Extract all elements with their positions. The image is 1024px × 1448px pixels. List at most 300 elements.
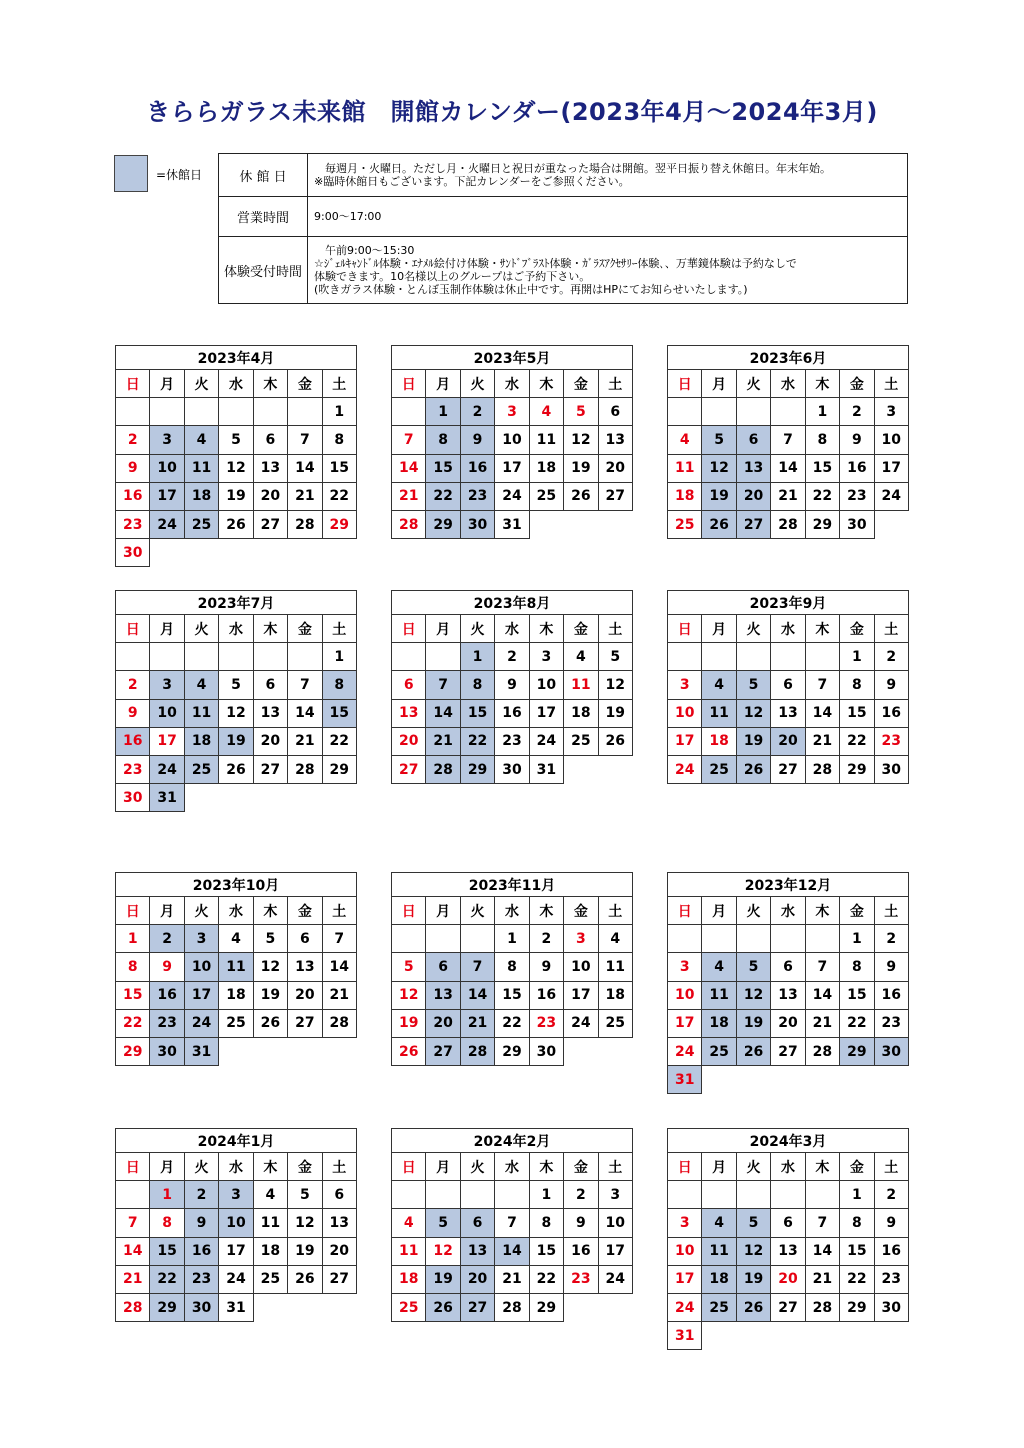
weekday-header: 土 bbox=[598, 897, 632, 925]
month-calendar bbox=[667, 590, 909, 784]
empty-space bbox=[219, 539, 253, 567]
empty-day-cell bbox=[702, 1181, 736, 1209]
empty-space bbox=[253, 539, 287, 567]
day-cell: 6 bbox=[288, 925, 322, 953]
day-cell: 24 bbox=[564, 1009, 598, 1037]
closed-day-cell: 16 bbox=[150, 981, 184, 1009]
day-cell: 9 bbox=[874, 671, 908, 699]
closed-day-cell: 1 bbox=[460, 643, 494, 671]
empty-space bbox=[219, 784, 253, 812]
day-cell: 29 bbox=[322, 510, 356, 538]
empty-space bbox=[598, 755, 632, 783]
weekday-header: 月 bbox=[702, 1153, 736, 1181]
empty-day-cell bbox=[116, 643, 150, 671]
weekday-header: 火 bbox=[460, 1153, 494, 1181]
closed-day-cell: 14 bbox=[495, 1237, 529, 1265]
day-cell: 14 bbox=[288, 454, 322, 482]
day-cell: 28 bbox=[392, 510, 426, 538]
day-cell: 21 bbox=[392, 482, 426, 510]
closed-day-cell: 7 bbox=[460, 953, 494, 981]
closed-day-cell: 4 bbox=[184, 671, 218, 699]
weekday-header: 月 bbox=[150, 1153, 184, 1181]
info-line: 9:00～17:00 bbox=[314, 210, 382, 223]
empty-space bbox=[150, 539, 184, 567]
weekday-header: 月 bbox=[426, 370, 460, 398]
closed-day-cell: 30 bbox=[150, 1037, 184, 1065]
empty-space bbox=[874, 510, 908, 538]
month-calendar bbox=[667, 345, 909, 539]
day-cell: 1 bbox=[840, 643, 874, 671]
day-cell: 13 bbox=[771, 981, 805, 1009]
closed-day-cell: 12 bbox=[702, 454, 736, 482]
day-cell: 26 bbox=[219, 755, 253, 783]
closed-day-cell: 3 bbox=[184, 925, 218, 953]
weekday-header: 水 bbox=[771, 897, 805, 925]
day-cell: 18 bbox=[219, 981, 253, 1009]
closed-day-cell: 17 bbox=[150, 482, 184, 510]
day-cell: 4 bbox=[529, 398, 563, 426]
day-cell: 25 bbox=[564, 727, 598, 755]
month-calendar bbox=[115, 590, 357, 812]
day-cell: 30 bbox=[116, 784, 150, 812]
closed-day-cell: 31 bbox=[184, 1037, 218, 1065]
empty-space bbox=[598, 1293, 632, 1321]
empty-space bbox=[564, 1293, 598, 1321]
empty-day-cell bbox=[702, 925, 736, 953]
day-cell: 20 bbox=[392, 727, 426, 755]
day-cell: 20 bbox=[288, 981, 322, 1009]
closed-day-cell: 25 bbox=[184, 755, 218, 783]
day-cell: 1 bbox=[116, 925, 150, 953]
day-cell: 12 bbox=[564, 426, 598, 454]
day-cell: 2 bbox=[874, 643, 908, 671]
closed-day-cell: 1 bbox=[150, 1181, 184, 1209]
day-cell: 4 bbox=[564, 643, 598, 671]
month-title: 2024年1月 bbox=[116, 1129, 357, 1153]
day-cell: 25 bbox=[392, 1293, 426, 1321]
closed-day-cell: 3 bbox=[150, 426, 184, 454]
closed-day-cell: 30 bbox=[184, 1293, 218, 1321]
weekday-header: 日 bbox=[116, 897, 150, 925]
closed-day-cell: 10 bbox=[184, 953, 218, 981]
closed-day-cell: 13 bbox=[736, 454, 770, 482]
month-title: 2023年4月 bbox=[116, 346, 357, 370]
empty-day-cell bbox=[736, 643, 770, 671]
day-cell: 5 bbox=[219, 426, 253, 454]
closed-day-cell: 13 bbox=[460, 1237, 494, 1265]
closed-day-cell: 11 bbox=[702, 981, 736, 1009]
day-cell: 20 bbox=[253, 727, 287, 755]
weekday-header: 木 bbox=[529, 897, 563, 925]
day-cell: 28 bbox=[288, 755, 322, 783]
day-cell: 20 bbox=[253, 482, 287, 510]
weekday-header: 火 bbox=[460, 615, 494, 643]
day-cell: 17 bbox=[668, 1009, 702, 1037]
day-cell: 19 bbox=[288, 1237, 322, 1265]
weekday-header: 木 bbox=[805, 1153, 839, 1181]
day-cell: 18 bbox=[668, 482, 702, 510]
empty-day-cell bbox=[460, 1181, 494, 1209]
empty-day-cell bbox=[253, 398, 287, 426]
empty-day-cell bbox=[150, 398, 184, 426]
closed-day-legend-label: =休館日 bbox=[156, 168, 203, 182]
day-cell: 1 bbox=[322, 398, 356, 426]
weekday-header: 金 bbox=[288, 615, 322, 643]
empty-space bbox=[702, 1066, 736, 1094]
day-cell: 1 bbox=[840, 1181, 874, 1209]
empty-day-cell bbox=[219, 643, 253, 671]
month-calendar bbox=[391, 590, 633, 784]
closed-day-cell: 31 bbox=[150, 784, 184, 812]
info-row-experience-hours bbox=[219, 237, 908, 304]
weekday-header: 日 bbox=[392, 615, 426, 643]
closed-day-cell: 17 bbox=[184, 981, 218, 1009]
month-title: 2024年2月 bbox=[392, 1129, 633, 1153]
day-cell: 12 bbox=[219, 699, 253, 727]
day-cell: 25 bbox=[668, 510, 702, 538]
empty-space bbox=[219, 1037, 253, 1065]
weekday-header: 水 bbox=[495, 1153, 529, 1181]
day-cell: 5 bbox=[598, 643, 632, 671]
day-cell: 15 bbox=[840, 1237, 874, 1265]
day-cell: 1 bbox=[529, 1181, 563, 1209]
month-calendar bbox=[115, 345, 357, 567]
day-cell: 28 bbox=[322, 1009, 356, 1037]
empty-day-cell bbox=[702, 643, 736, 671]
closed-day-cell: 4 bbox=[702, 1209, 736, 1237]
day-cell: 21 bbox=[805, 727, 839, 755]
weekday-header: 木 bbox=[253, 1153, 287, 1181]
closed-day-cell: 25 bbox=[702, 1293, 736, 1321]
closed-day-cell: 11 bbox=[219, 953, 253, 981]
weekday-header: 火 bbox=[184, 1153, 218, 1181]
weekday-header: 日 bbox=[668, 1153, 702, 1181]
weekday-header: 水 bbox=[771, 1153, 805, 1181]
weekday-header: 土 bbox=[598, 1153, 632, 1181]
day-cell: 14 bbox=[805, 981, 839, 1009]
empty-space bbox=[736, 1066, 770, 1094]
day-cell: 17 bbox=[495, 454, 529, 482]
day-cell: 22 bbox=[805, 482, 839, 510]
closed-day-cell: 15 bbox=[322, 699, 356, 727]
weekday-header: 火 bbox=[460, 370, 494, 398]
empty-day-cell bbox=[116, 398, 150, 426]
empty-space bbox=[874, 1322, 908, 1350]
day-cell: 13 bbox=[253, 699, 287, 727]
empty-space bbox=[840, 1066, 874, 1094]
empty-day-cell bbox=[771, 398, 805, 426]
weekday-header: 木 bbox=[805, 615, 839, 643]
day-cell: 24 bbox=[668, 1037, 702, 1065]
day-cell: 25 bbox=[529, 482, 563, 510]
empty-space bbox=[840, 1322, 874, 1350]
info-line: 午前9:00～15:30 bbox=[314, 244, 415, 257]
empty-space bbox=[564, 755, 598, 783]
weekday-header: 月 bbox=[702, 897, 736, 925]
weekday-header: 土 bbox=[322, 370, 356, 398]
weekday-header: 木 bbox=[529, 370, 563, 398]
day-cell: 16 bbox=[874, 1237, 908, 1265]
empty-day-cell bbox=[116, 1181, 150, 1209]
empty-day-cell bbox=[668, 1181, 702, 1209]
day-cell: 17 bbox=[668, 727, 702, 755]
day-cell: 6 bbox=[392, 671, 426, 699]
weekday-header: 月 bbox=[150, 897, 184, 925]
day-cell: 18 bbox=[564, 699, 598, 727]
day-cell: 23 bbox=[529, 1009, 563, 1037]
closed-day-cell: 26 bbox=[736, 1037, 770, 1065]
day-cell: 18 bbox=[253, 1237, 287, 1265]
day-cell: 15 bbox=[529, 1237, 563, 1265]
closed-day-cell: 31 bbox=[668, 1066, 702, 1094]
empty-space bbox=[322, 1037, 356, 1065]
day-cell: 6 bbox=[771, 671, 805, 699]
weekday-header: 木 bbox=[805, 897, 839, 925]
day-cell: 6 bbox=[771, 1209, 805, 1237]
closed-day-cell: 25 bbox=[184, 510, 218, 538]
empty-day-cell bbox=[392, 1181, 426, 1209]
empty-space bbox=[288, 784, 322, 812]
day-cell: 27 bbox=[771, 755, 805, 783]
day-cell: 10 bbox=[668, 699, 702, 727]
empty-space bbox=[874, 1066, 908, 1094]
weekday-header: 火 bbox=[184, 370, 218, 398]
day-cell: 24 bbox=[874, 482, 908, 510]
day-cell: 3 bbox=[598, 1181, 632, 1209]
info-value bbox=[308, 197, 908, 237]
day-cell: 27 bbox=[288, 1009, 322, 1037]
closed-day-cell: 26 bbox=[426, 1293, 460, 1321]
empty-space bbox=[529, 510, 563, 538]
day-cell: 8 bbox=[840, 671, 874, 699]
weekday-header: 月 bbox=[702, 370, 736, 398]
closed-day-cell: 11 bbox=[702, 699, 736, 727]
empty-day-cell bbox=[805, 643, 839, 671]
weekday-header: 火 bbox=[736, 897, 770, 925]
closed-day-cell: 12 bbox=[736, 1237, 770, 1265]
empty-day-cell bbox=[184, 643, 218, 671]
day-cell: 18 bbox=[598, 981, 632, 1009]
day-cell: 6 bbox=[253, 426, 287, 454]
day-cell: 3 bbox=[668, 953, 702, 981]
closed-day-cell: 30 bbox=[874, 1037, 908, 1065]
closed-day-cell: 19 bbox=[702, 482, 736, 510]
weekday-header: 土 bbox=[874, 370, 908, 398]
closed-day-cell: 6 bbox=[736, 426, 770, 454]
day-cell: 30 bbox=[874, 755, 908, 783]
day-cell: 9 bbox=[116, 454, 150, 482]
month-calendar bbox=[391, 1128, 633, 1322]
day-cell: 1 bbox=[840, 925, 874, 953]
day-cell: 8 bbox=[116, 953, 150, 981]
empty-day-cell bbox=[392, 643, 426, 671]
closed-day-cell: 6 bbox=[460, 1209, 494, 1237]
closed-day-cell: 4 bbox=[184, 426, 218, 454]
empty-space bbox=[564, 510, 598, 538]
empty-space bbox=[184, 539, 218, 567]
closed-day-cell: 20 bbox=[426, 1009, 460, 1037]
weekday-header: 火 bbox=[736, 615, 770, 643]
empty-day-cell bbox=[771, 1181, 805, 1209]
day-cell: 29 bbox=[805, 510, 839, 538]
closed-day-cell: 12 bbox=[736, 699, 770, 727]
day-cell: 9 bbox=[529, 953, 563, 981]
day-cell: 7 bbox=[805, 671, 839, 699]
closed-day-cell: 5 bbox=[736, 953, 770, 981]
weekday-header: 金 bbox=[564, 1153, 598, 1181]
closed-day-cell: 16 bbox=[460, 454, 494, 482]
weekday-header: 水 bbox=[219, 370, 253, 398]
day-cell: 27 bbox=[253, 510, 287, 538]
day-cell: 21 bbox=[116, 1265, 150, 1293]
closed-day-cell: 5 bbox=[736, 1209, 770, 1237]
closed-day-cell: 5 bbox=[736, 671, 770, 699]
day-cell: 2 bbox=[564, 1181, 598, 1209]
weekday-header: 月 bbox=[150, 370, 184, 398]
closed-day-cell: 27 bbox=[460, 1293, 494, 1321]
day-cell: 17 bbox=[564, 981, 598, 1009]
closed-day-cell: 27 bbox=[736, 510, 770, 538]
closed-day-cell: 25 bbox=[702, 755, 736, 783]
day-cell: 3 bbox=[564, 925, 598, 953]
day-cell: 26 bbox=[598, 727, 632, 755]
closed-day-cell: 11 bbox=[184, 699, 218, 727]
day-cell: 8 bbox=[529, 1209, 563, 1237]
closed-day-cell: 15 bbox=[150, 1237, 184, 1265]
month-title: 2023年9月 bbox=[668, 591, 909, 615]
info-label: 休 館 日 bbox=[219, 154, 308, 197]
weekday-header: 金 bbox=[840, 1153, 874, 1181]
day-cell: 19 bbox=[598, 699, 632, 727]
empty-space bbox=[322, 539, 356, 567]
weekday-header: 火 bbox=[736, 370, 770, 398]
day-cell: 26 bbox=[288, 1265, 322, 1293]
info-line: ※臨時休館日もございます。下記カレンダーをご参照ください。 bbox=[314, 175, 630, 188]
day-cell: 16 bbox=[564, 1237, 598, 1265]
day-cell: 9 bbox=[874, 1209, 908, 1237]
day-cell: 12 bbox=[288, 1209, 322, 1237]
day-cell: 7 bbox=[805, 1209, 839, 1237]
day-cell: 26 bbox=[564, 482, 598, 510]
day-cell: 19 bbox=[219, 482, 253, 510]
weekday-header: 金 bbox=[840, 897, 874, 925]
weekday-header: 木 bbox=[253, 897, 287, 925]
closed-day-cell: 3 bbox=[219, 1181, 253, 1209]
empty-day-cell bbox=[426, 643, 460, 671]
day-cell: 21 bbox=[805, 1009, 839, 1037]
day-cell: 20 bbox=[771, 1265, 805, 1293]
day-cell: 11 bbox=[392, 1237, 426, 1265]
empty-space bbox=[288, 1293, 322, 1321]
day-cell: 2 bbox=[116, 426, 150, 454]
day-cell: 10 bbox=[564, 953, 598, 981]
closed-day-cell: 23 bbox=[150, 1009, 184, 1037]
day-cell: 23 bbox=[116, 755, 150, 783]
empty-space bbox=[702, 1322, 736, 1350]
day-cell: 31 bbox=[529, 755, 563, 783]
day-cell: 27 bbox=[771, 1037, 805, 1065]
day-cell: 6 bbox=[253, 671, 287, 699]
day-cell: 14 bbox=[805, 1237, 839, 1265]
day-cell: 11 bbox=[253, 1209, 287, 1237]
day-cell: 8 bbox=[150, 1209, 184, 1237]
info-label: 体験受付時間 bbox=[219, 237, 308, 304]
closed-day-cell: 1 bbox=[426, 398, 460, 426]
day-cell: 25 bbox=[253, 1265, 287, 1293]
day-cell: 17 bbox=[598, 1237, 632, 1265]
day-cell: 29 bbox=[840, 1293, 874, 1321]
day-cell: 31 bbox=[219, 1293, 253, 1321]
month-title: 2023年10月 bbox=[116, 873, 357, 897]
day-cell: 19 bbox=[253, 981, 287, 1009]
closed-day-cell: 10 bbox=[150, 454, 184, 482]
closed-day-cell: 9 bbox=[460, 426, 494, 454]
day-cell: 26 bbox=[392, 1037, 426, 1065]
weekday-header: 日 bbox=[392, 1153, 426, 1181]
day-cell: 11 bbox=[668, 454, 702, 482]
empty-space bbox=[253, 784, 287, 812]
closed-day-cell: 29 bbox=[426, 510, 460, 538]
weekday-header: 金 bbox=[840, 615, 874, 643]
day-cell: 17 bbox=[150, 727, 184, 755]
closed-day-cell: 19 bbox=[219, 727, 253, 755]
day-cell: 29 bbox=[840, 755, 874, 783]
day-cell: 11 bbox=[564, 671, 598, 699]
day-cell: 10 bbox=[529, 671, 563, 699]
weekday-header: 木 bbox=[529, 615, 563, 643]
closed-day-cell: 30 bbox=[460, 510, 494, 538]
day-cell: 20 bbox=[322, 1237, 356, 1265]
day-cell: 20 bbox=[771, 1009, 805, 1037]
day-cell: 12 bbox=[219, 454, 253, 482]
weekday-header: 土 bbox=[322, 897, 356, 925]
empty-day-cell bbox=[702, 398, 736, 426]
closed-day-cell: 22 bbox=[426, 482, 460, 510]
day-cell: 18 bbox=[529, 454, 563, 482]
closed-day-cell: 29 bbox=[840, 1037, 874, 1065]
day-cell: 31 bbox=[668, 1322, 702, 1350]
weekday-header: 木 bbox=[529, 1153, 563, 1181]
day-cell: 29 bbox=[495, 1037, 529, 1065]
day-cell: 23 bbox=[116, 510, 150, 538]
weekday-header: 日 bbox=[668, 897, 702, 925]
day-cell: 14 bbox=[322, 953, 356, 981]
day-cell: 29 bbox=[322, 755, 356, 783]
day-cell: 13 bbox=[288, 953, 322, 981]
weekday-header: 日 bbox=[116, 615, 150, 643]
day-cell: 14 bbox=[116, 1237, 150, 1265]
day-cell: 13 bbox=[392, 699, 426, 727]
day-cell: 16 bbox=[495, 699, 529, 727]
day-cell: 8 bbox=[805, 426, 839, 454]
closed-day-cell: 21 bbox=[460, 1009, 494, 1037]
empty-day-cell bbox=[736, 925, 770, 953]
weekday-header: 水 bbox=[219, 615, 253, 643]
day-cell: 9 bbox=[564, 1209, 598, 1237]
weekday-header: 土 bbox=[322, 1153, 356, 1181]
weekday-header: 月 bbox=[426, 1153, 460, 1181]
closed-day-cell: 16 bbox=[116, 727, 150, 755]
empty-space bbox=[805, 1066, 839, 1094]
weekday-header: 金 bbox=[840, 370, 874, 398]
weekday-header: 月 bbox=[150, 615, 184, 643]
closed-day-cell: 14 bbox=[460, 981, 494, 1009]
weekday-header: 日 bbox=[392, 370, 426, 398]
day-cell: 27 bbox=[322, 1265, 356, 1293]
day-cell: 22 bbox=[322, 482, 356, 510]
closed-day-cell: 28 bbox=[460, 1037, 494, 1065]
day-cell: 5 bbox=[288, 1181, 322, 1209]
